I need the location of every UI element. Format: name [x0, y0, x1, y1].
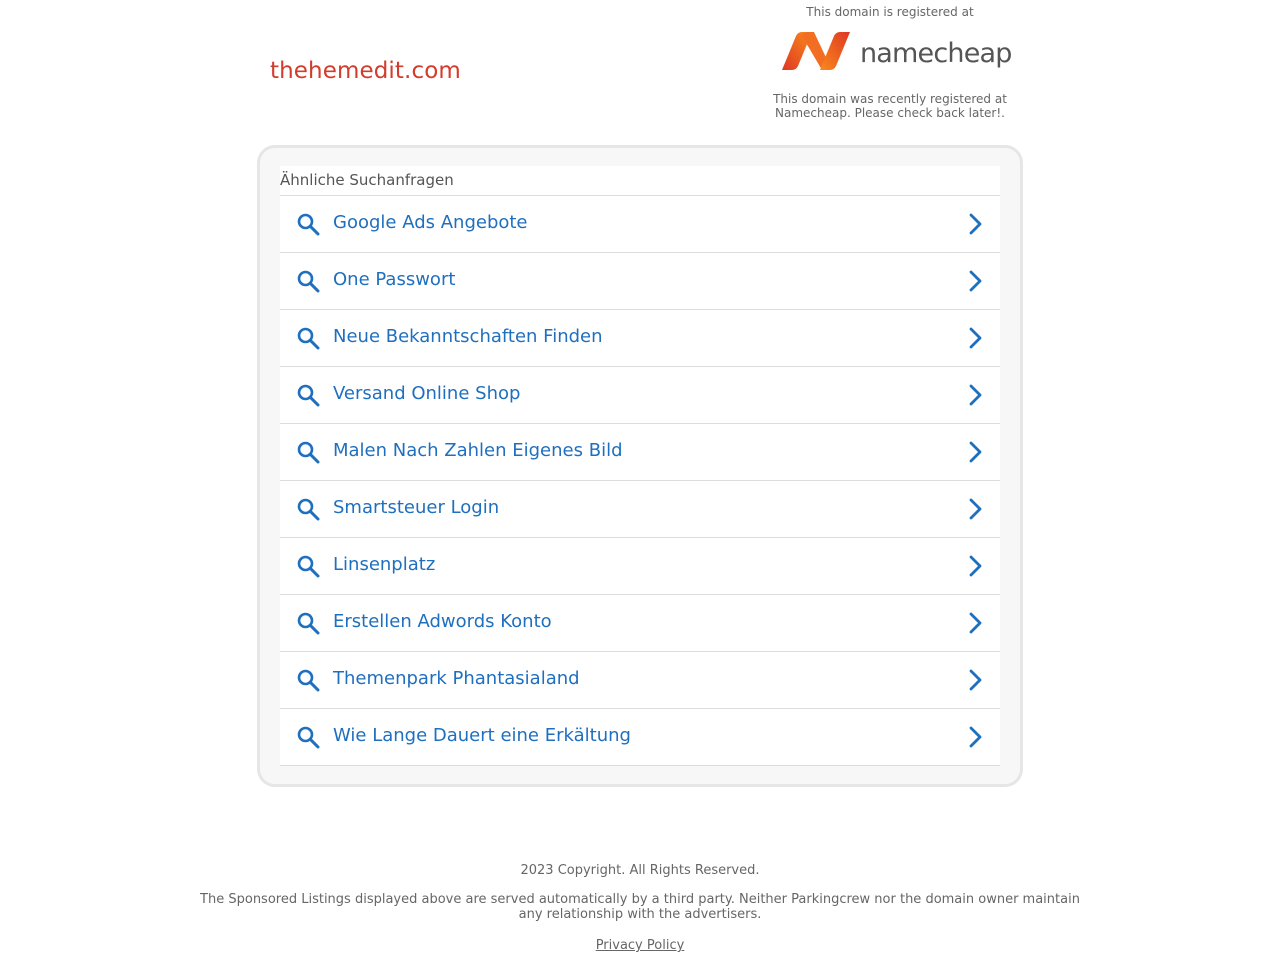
related-search-link[interactable] [280, 196, 1000, 253]
chevron-right-icon [964, 270, 986, 292]
privacy-policy-link[interactable]: Privacy Policy [595, 938, 685, 953]
related-search-label[interactable]: Smartsteuer Login [333, 497, 500, 518]
footer [0, 862, 1280, 954]
registrar-note-line-1: This domain was recently registered at [773, 92, 1007, 106]
search-icon [296, 269, 320, 293]
search-icon [296, 440, 320, 464]
related-search-label[interactable]: Google Ads Angebote [333, 212, 528, 233]
related-search-link[interactable] [280, 538, 1000, 595]
related-search-link[interactable] [280, 481, 1000, 538]
related-search-label[interactable]: Erstellen Adwords Konto [333, 611, 552, 632]
related-search-label[interactable]: One Passwort [333, 269, 456, 290]
related-search-link[interactable] [280, 367, 1000, 424]
chevron-right-icon [964, 441, 986, 463]
chevron-right-icon [964, 726, 986, 748]
chevron-right-icon [964, 612, 986, 634]
related-search-label[interactable]: Wie Lange Dauert eine Erkältung [333, 725, 631, 746]
chevron-right-icon [964, 669, 986, 691]
namecheap-logo-text: namecheap [860, 38, 1012, 69]
related-search-link[interactable] [280, 424, 1000, 481]
related-searches-heading: Ähnliche Suchanfragen [280, 171, 454, 189]
sponsored-disclaimer: The Sponsored Listings displayed above are served automatically by a third party. Neither Parkingcrew nor the domain owner maintain any relationship with the advertisers. [200, 892, 1080, 922]
registrar-box [760, 4, 1020, 120]
related-search-link[interactable] [280, 595, 1000, 652]
search-icon [296, 554, 320, 578]
domain-title: thehemedit.com [270, 58, 461, 84]
registrar-intro: This domain is registered at [806, 5, 974, 19]
related-search-label[interactable]: Linsenplatz [333, 554, 436, 575]
related-search-label[interactable]: Versand Online Shop [333, 383, 521, 404]
search-icon [296, 725, 320, 749]
related-searches-panel [280, 166, 1000, 766]
chevron-right-icon [964, 555, 986, 577]
search-icon [296, 383, 320, 407]
related-search-link[interactable] [280, 652, 1000, 709]
related-search-label[interactable]: Neue Bekanntschaften Finden [333, 326, 603, 347]
search-icon [296, 668, 320, 692]
namecheap-logo[interactable] [760, 32, 1020, 88]
namecheap-logo-mark [780, 32, 852, 72]
related-search-link[interactable] [280, 310, 1000, 367]
related-search-label[interactable]: Themenpark Phantasialand [333, 668, 580, 689]
registrar-note-line-2: Namecheap. Please check back later!. [775, 106, 1005, 120]
related-search-label[interactable]: Malen Nach Zahlen Eigenes Bild [333, 440, 623, 461]
copyright-text: 2023 Copyright. All Rights Reserved. [520, 863, 760, 878]
related-search-link[interactable] [280, 709, 1000, 766]
related-searches-list [280, 195, 1000, 766]
chevron-right-icon [964, 384, 986, 406]
registrar-note [760, 92, 1020, 120]
chevron-right-icon [964, 213, 986, 235]
chevron-right-icon [964, 327, 986, 349]
related-searches-card [257, 145, 1023, 787]
chevron-right-icon [964, 498, 986, 520]
search-icon [296, 611, 320, 635]
search-icon [296, 497, 320, 521]
search-icon [296, 326, 320, 350]
related-search-link[interactable] [280, 253, 1000, 310]
search-icon [296, 212, 320, 236]
